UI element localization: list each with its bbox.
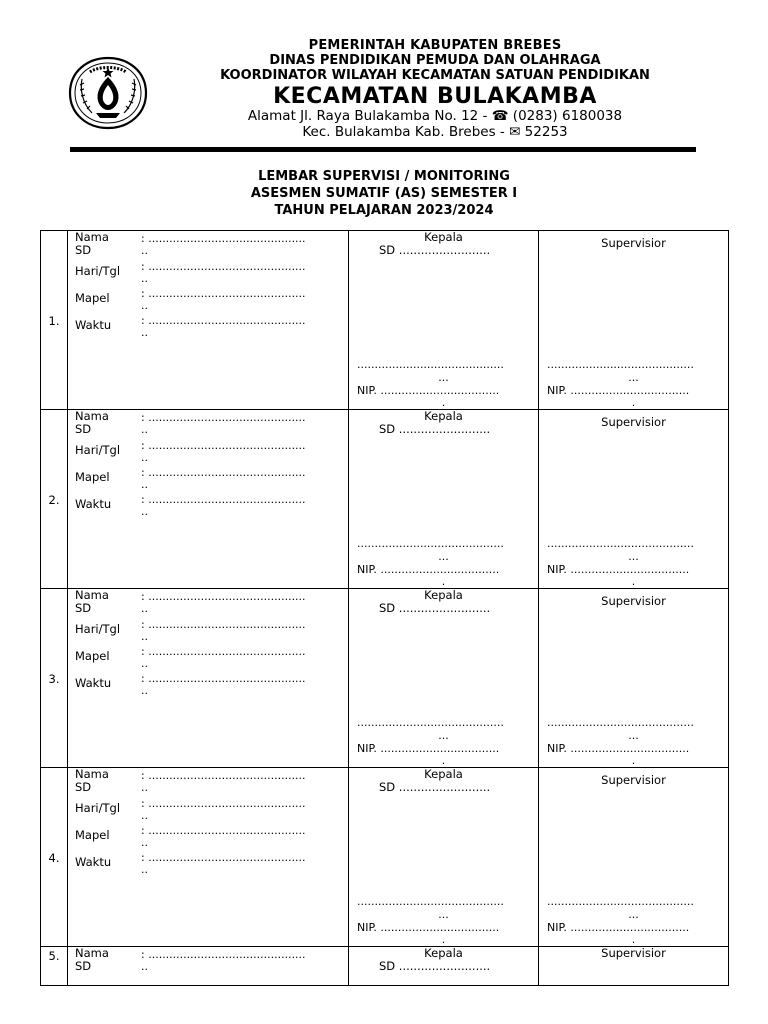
field-nama-sd[interactable]: : ............................................. bbox=[141, 769, 306, 782]
row-number: 2. bbox=[48, 493, 60, 507]
supervisor-nip[interactable]: NIP. .................................. bbox=[547, 921, 690, 934]
field-mapel-tail: .. bbox=[141, 657, 148, 670]
identity-cell bbox=[67, 588, 349, 768]
letterhead-line-3: KOORDINATOR WILAYAH KECAMATAN SATUAN PENDIDIKAN bbox=[220, 68, 650, 83]
letterhead-line-2: DINAS PENDIDIKAN PEMUDA DAN OLAHRAGA bbox=[269, 53, 601, 68]
supervision-table bbox=[40, 230, 729, 990]
label-mapel: Mapel bbox=[75, 828, 110, 842]
supervisor-nip-tail: . bbox=[631, 575, 636, 588]
kepala-sd-signature-cell bbox=[348, 409, 539, 589]
letterhead-divider bbox=[70, 147, 696, 152]
label-nama: Nama bbox=[75, 230, 109, 244]
field-hari-tgl-tail: .. bbox=[141, 630, 148, 643]
supervisor-signature-line[interactable]: .......................................... bbox=[547, 358, 694, 371]
kepala-sd-name: SD ......................... bbox=[379, 243, 491, 257]
kepala-signature-tail: ... bbox=[438, 908, 449, 921]
kepala-sd-signature-cell bbox=[348, 230, 539, 410]
supervisor-label: Supervisior bbox=[601, 773, 666, 787]
label-sd: SD bbox=[75, 601, 92, 615]
letterhead bbox=[0, 0, 768, 160]
kepala-nip[interactable]: NIP. .................................. bbox=[357, 384, 500, 397]
supervisor-nip-tail: . bbox=[631, 396, 636, 409]
supervisor-signature-cell bbox=[538, 767, 729, 947]
supervisor-signature-tail: ... bbox=[628, 908, 639, 921]
label-mapel: Mapel bbox=[75, 649, 110, 663]
identity-cell bbox=[67, 946, 349, 986]
field-nama-sd-tail: .. bbox=[141, 602, 148, 615]
row-number: 4. bbox=[48, 851, 60, 865]
table-row bbox=[40, 409, 728, 589]
supervisor-signature-cell bbox=[538, 588, 729, 768]
label-mapel: Mapel bbox=[75, 291, 110, 305]
label-hari-tgl: Hari/Tgl bbox=[75, 443, 121, 457]
field-nama-sd-tail: .. bbox=[141, 960, 148, 973]
letterhead-district: KECAMATAN BULAKAMBA bbox=[273, 84, 597, 109]
kepala-label: Kepala bbox=[424, 588, 463, 602]
supervisor-label: Supervisior bbox=[601, 594, 666, 608]
label-nama: Nama bbox=[75, 588, 109, 602]
identity-cell bbox=[67, 767, 349, 947]
kepala-signature-tail: ... bbox=[438, 371, 449, 384]
row-number: 3. bbox=[48, 672, 60, 686]
label-waktu: Waktu bbox=[75, 855, 112, 869]
row-number: 5. bbox=[48, 949, 60, 963]
kepala-label: Kepala bbox=[424, 230, 463, 244]
row-number-cell bbox=[40, 588, 68, 768]
document-title-2: ASESMEN SUMATIF (AS) SEMESTER I bbox=[250, 186, 518, 201]
kepala-label: Kepala bbox=[424, 767, 463, 781]
label-waktu: Waktu bbox=[75, 497, 112, 511]
kepala-signature-line[interactable]: .......................................... bbox=[357, 358, 504, 371]
supervisor-signature-tail: ... bbox=[628, 371, 639, 384]
kepala-signature-tail: ... bbox=[438, 550, 449, 563]
document-title-1: LEMBAR SUPERVISI / MONITORING bbox=[258, 169, 510, 184]
kepala-sd-signature-cell bbox=[348, 767, 539, 947]
kepala-nip-tail: . bbox=[441, 396, 446, 409]
letterhead-line-1: PEMERINTAH KABUPATEN BREBES bbox=[308, 38, 562, 53]
field-waktu[interactable]: : ............................................. bbox=[141, 314, 306, 327]
field-mapel-tail: .. bbox=[141, 836, 148, 849]
row-number-cell bbox=[40, 409, 68, 589]
table-row bbox=[40, 767, 728, 947]
letterhead-address-2: Kec. Bulakamba Kab. Brebes - ✉ 52253 bbox=[302, 124, 568, 140]
label-waktu: Waktu bbox=[75, 676, 112, 690]
label-nama: Nama bbox=[75, 409, 109, 423]
field-waktu[interactable]: : ............................................. bbox=[141, 672, 306, 685]
field-waktu-tail: .. bbox=[141, 505, 148, 518]
field-nama-sd-tail: .. bbox=[141, 781, 148, 794]
field-nama-sd[interactable]: : ............................................. bbox=[141, 232, 306, 245]
field-mapel-tail: .. bbox=[141, 478, 148, 491]
label-sd: SD bbox=[75, 959, 92, 973]
supervisor-signature-tail: ... bbox=[628, 729, 639, 742]
label-hari-tgl: Hari/Tgl bbox=[75, 264, 121, 278]
field-hari-tgl[interactable]: : ............................................. bbox=[141, 260, 306, 273]
field-waktu[interactable]: : ............................................. bbox=[141, 851, 306, 864]
kepala-signature-tail: ... bbox=[438, 729, 449, 742]
supervisor-label: Supervisior bbox=[601, 236, 666, 250]
field-nama-sd-tail: .. bbox=[141, 423, 148, 436]
kepala-label: Kepala bbox=[424, 409, 463, 423]
field-hari-tgl-tail: .. bbox=[141, 809, 148, 822]
kepala-sd-name: SD ......................... bbox=[379, 780, 491, 794]
supervisor-nip-tail: . bbox=[631, 754, 636, 767]
supervisor-nip[interactable]: NIP. .................................. bbox=[547, 563, 690, 576]
kepala-sd-name: SD ......................... bbox=[379, 959, 491, 973]
field-nama-sd[interactable]: : ............................................. bbox=[141, 411, 306, 424]
label-nama: Nama bbox=[75, 946, 109, 960]
supervisor-nip[interactable]: NIP. .................................. bbox=[547, 742, 690, 755]
supervisor-signature-line[interactable]: .......................................... bbox=[547, 716, 694, 729]
field-nama-sd-tail: .. bbox=[141, 244, 148, 257]
kepala-nip-tail: . bbox=[441, 933, 446, 946]
kepala-nip[interactable]: NIP. .................................. bbox=[357, 563, 500, 576]
table-row bbox=[40, 230, 728, 410]
row-number: 1. bbox=[48, 314, 60, 328]
supervisor-signature-cell bbox=[538, 230, 729, 410]
supervisor-signature-cell bbox=[538, 409, 729, 589]
field-hari-tgl-tail: .. bbox=[141, 451, 148, 464]
field-waktu-tail: .. bbox=[141, 684, 148, 697]
field-mapel[interactable]: : ............................................. bbox=[141, 645, 306, 658]
kepala-nip[interactable]: NIP. .................................. bbox=[357, 742, 500, 755]
field-mapel-tail: .. bbox=[141, 299, 148, 312]
field-nama-sd[interactable]: : ............................................. bbox=[141, 948, 306, 961]
field-waktu[interactable]: : ............................................. bbox=[141, 493, 306, 506]
field-hari-tgl[interactable]: : ............................................. bbox=[141, 439, 306, 452]
kepala-signature-line[interactable]: .......................................... bbox=[357, 537, 504, 550]
label-waktu: Waktu bbox=[75, 318, 112, 332]
table-row bbox=[40, 588, 728, 768]
row-number-cell bbox=[40, 767, 68, 947]
field-nama-sd[interactable]: : ............................................. bbox=[141, 590, 306, 603]
label-sd: SD bbox=[75, 243, 92, 257]
kepala-nip-tail: . bbox=[441, 754, 446, 767]
letterhead-address: Alamat Jl. Raya Bulakamba No. 12 - ☎ (0283) 6180038 bbox=[247, 108, 623, 124]
kepala-signature-line[interactable]: .......................................... bbox=[357, 895, 504, 908]
supervisor-signature-line[interactable]: .......................................... bbox=[547, 537, 694, 550]
field-waktu-tail: .. bbox=[141, 326, 148, 339]
table-row bbox=[40, 946, 728, 986]
label-hari-tgl: Hari/Tgl bbox=[75, 801, 121, 815]
field-waktu-tail: .. bbox=[141, 863, 148, 876]
kepala-label: Kepala bbox=[424, 946, 463, 960]
kepala-sd-signature-cell bbox=[348, 946, 539, 986]
kepala-sd-name: SD ......................... bbox=[379, 601, 491, 615]
row-number-cell bbox=[40, 946, 68, 986]
row-number-cell bbox=[40, 230, 68, 410]
field-hari-tgl-tail: .. bbox=[141, 272, 148, 285]
label-sd: SD bbox=[75, 422, 92, 436]
kepala-sd-name: SD ......................... bbox=[379, 422, 491, 436]
supervisor-nip-tail: . bbox=[631, 933, 636, 946]
label-nama: Nama bbox=[75, 767, 109, 781]
supervisor-signature-cell bbox=[538, 946, 729, 986]
supervisor-signature-tail: ... bbox=[628, 550, 639, 563]
field-mapel[interactable]: : ............................................. bbox=[141, 287, 306, 300]
kepala-sd-signature-cell bbox=[348, 588, 539, 768]
kepala-signature-line[interactable]: .......................................... bbox=[357, 716, 504, 729]
field-mapel[interactable]: : ............................................. bbox=[141, 824, 306, 837]
identity-cell bbox=[67, 230, 349, 410]
label-sd: SD bbox=[75, 780, 92, 794]
field-mapel[interactable]: : ............................................. bbox=[141, 466, 306, 479]
supervisor-label: Supervisior bbox=[601, 415, 666, 429]
label-mapel: Mapel bbox=[75, 470, 110, 484]
document-title-3: TAHUN PELAJARAN 2023/2024 bbox=[274, 203, 494, 218]
identity-cell bbox=[67, 409, 349, 589]
supervisor-signature-line[interactable]: .......................................... bbox=[547, 895, 694, 908]
field-hari-tgl[interactable]: : ............................................. bbox=[141, 618, 306, 631]
supervisor-label: Supervisior bbox=[601, 946, 666, 960]
label-hari-tgl: Hari/Tgl bbox=[75, 622, 121, 636]
kepala-nip[interactable]: NIP. .................................. bbox=[357, 921, 500, 934]
field-hari-tgl[interactable]: : ............................................. bbox=[141, 797, 306, 810]
supervisor-nip[interactable]: NIP. .................................. bbox=[547, 384, 690, 397]
kepala-nip-tail: . bbox=[441, 575, 446, 588]
